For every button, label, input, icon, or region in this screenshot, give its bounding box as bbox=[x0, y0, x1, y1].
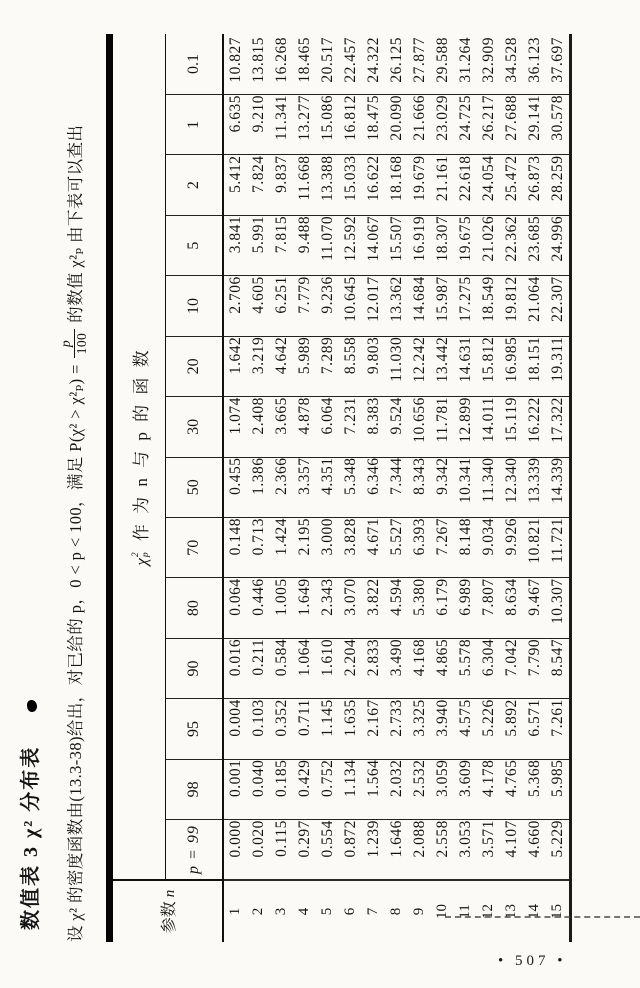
param-label: 参数 bbox=[161, 901, 178, 934]
value-cell: 4.660 bbox=[526, 820, 543, 858]
value-cell: 11.070 bbox=[316, 215, 339, 275]
value-cell: 10.307 bbox=[546, 578, 571, 638]
value-cell: 16.222 bbox=[523, 397, 546, 457]
value-cell: 10.656 bbox=[408, 397, 431, 457]
value-cell: 12.340 bbox=[500, 457, 523, 517]
value-cell: 5.989 bbox=[293, 336, 316, 396]
value-cell: 9.803 bbox=[362, 336, 385, 396]
value-cell: 3.841 bbox=[223, 215, 247, 275]
value-cell: 16.622 bbox=[362, 155, 385, 215]
col-header-p-98: 98 bbox=[166, 759, 224, 819]
table-row-n-11 bbox=[454, 34, 477, 942]
col-header-p-2: 2 bbox=[166, 155, 224, 215]
value-cell: 1.649 bbox=[293, 578, 316, 638]
value-cell: 3.571 bbox=[480, 820, 497, 858]
value-cell: 10.645 bbox=[339, 276, 362, 336]
page-number: • 507 • bbox=[498, 953, 567, 969]
value-cell: 5.991 bbox=[247, 215, 270, 275]
table-row-n-14 bbox=[523, 34, 546, 942]
value-cell: 12.592 bbox=[339, 215, 362, 275]
value-cell: 12.242 bbox=[408, 336, 431, 396]
value-cell: 15.987 bbox=[431, 276, 454, 336]
col-header-p-90: 90 bbox=[166, 638, 224, 698]
row-header-n: 12 bbox=[477, 880, 500, 942]
value-cell: 2.088 bbox=[411, 820, 428, 858]
value-cell: 27.877 bbox=[408, 34, 431, 95]
row-header-n: 2 bbox=[247, 880, 270, 942]
value-cell: 14.339 bbox=[546, 457, 571, 517]
value-cell: 5.985 bbox=[546, 759, 571, 819]
value-cell: 2.032 bbox=[385, 759, 408, 819]
row-header-n: 3 bbox=[270, 880, 293, 942]
value-cell: 11.340 bbox=[477, 457, 500, 517]
value-cell: 3.053 bbox=[457, 820, 474, 858]
value-cell: 15.086 bbox=[316, 95, 339, 155]
value-cell: 3.665 bbox=[270, 397, 293, 457]
table-row-n-4 bbox=[293, 34, 316, 942]
value-cell: 0.554 bbox=[319, 820, 336, 858]
value-cell: 9.467 bbox=[523, 578, 546, 638]
value-cell: 6.251 bbox=[270, 276, 293, 336]
value-cell: 13.277 bbox=[293, 95, 316, 155]
value-cell: 37.697 bbox=[546, 34, 571, 95]
col-header-p-5: 5 bbox=[166, 215, 224, 275]
value-cell: 15.119 bbox=[500, 397, 523, 457]
value-cell: 18.151 bbox=[523, 336, 546, 396]
value-cell: 0.004 bbox=[223, 699, 247, 759]
row-header-n: 1 bbox=[223, 880, 247, 942]
value-cell: 3.357 bbox=[293, 457, 316, 517]
table-row-n-15 bbox=[546, 34, 571, 942]
description-segment-1: 设 χ² 的密度函数由(13.3-38)给出，对已给的 p，0 < p < 100，满足 P(χ² > χ²ₚ) = bbox=[66, 364, 85, 942]
table-row-n-1 bbox=[223, 34, 247, 942]
value-cell: 0.211 bbox=[247, 638, 270, 698]
value-cell: 18.475 bbox=[362, 95, 385, 155]
value-cell: 28.259 bbox=[546, 155, 571, 215]
value-cell: 9.236 bbox=[316, 276, 339, 336]
value-cell: 14.631 bbox=[454, 336, 477, 396]
value-cell: 0.040 bbox=[247, 759, 270, 819]
value-cell: 9.837 bbox=[270, 155, 293, 215]
value-cell: 6.179 bbox=[431, 578, 454, 638]
value-cell: 5.412 bbox=[223, 155, 247, 215]
value-cell: 7.231 bbox=[339, 397, 362, 457]
value-cell: 8.343 bbox=[408, 457, 431, 517]
chi-square-distribution-table bbox=[106, 34, 572, 942]
value-cell: 0.352 bbox=[270, 699, 293, 759]
value-cell: 2.408 bbox=[247, 397, 270, 457]
value-cell: 14.067 bbox=[362, 215, 385, 275]
table-row-n-6 bbox=[339, 34, 362, 942]
value-cell: 9.342 bbox=[431, 457, 454, 517]
chi-symbol: χ 2 p bbox=[131, 552, 151, 566]
value-cell: 1.134 bbox=[339, 759, 362, 819]
value-cell: 10.827 bbox=[223, 34, 247, 95]
value-cell: 16.919 bbox=[408, 215, 431, 275]
span-header bbox=[110, 34, 166, 880]
row-header-n: 14 bbox=[523, 880, 546, 942]
value-cell: 7.779 bbox=[293, 276, 316, 336]
value-cell: 24.322 bbox=[362, 34, 385, 95]
value-cell: 14.011 bbox=[477, 397, 500, 457]
value-cell: 5.229 bbox=[546, 820, 571, 880]
value-cell: 9.488 bbox=[293, 215, 316, 275]
value-cell: 21.026 bbox=[477, 215, 500, 275]
value-cell: 0.713 bbox=[247, 517, 270, 577]
value-cell: 18.168 bbox=[385, 155, 408, 215]
value-cell: 0.020 bbox=[250, 820, 267, 858]
value-cell: 1.642 bbox=[223, 336, 247, 396]
value-cell: 0.016 bbox=[223, 638, 247, 698]
value-cell: 4.865 bbox=[431, 638, 454, 698]
fraction-numerator: p bbox=[57, 339, 73, 348]
value-cell: 30.578 bbox=[546, 95, 571, 155]
value-cell: 7.289 bbox=[316, 336, 339, 396]
value-cell: 1.635 bbox=[339, 699, 362, 759]
value-cell: 7.261 bbox=[546, 699, 571, 759]
value-cell: 6.635 bbox=[223, 95, 247, 155]
value-cell: 1.424 bbox=[270, 517, 293, 577]
row-header-n: 8 bbox=[385, 880, 408, 942]
value-cell: 0.872 bbox=[342, 820, 359, 858]
row-header-n: 11 bbox=[454, 880, 477, 942]
value-cell: 0.455 bbox=[223, 457, 247, 517]
value-cell: 2.167 bbox=[362, 699, 385, 759]
value-cell: 1.564 bbox=[362, 759, 385, 819]
value-cell: 20.517 bbox=[316, 34, 339, 95]
value-cell: 6.346 bbox=[362, 457, 385, 517]
value-cell: 16.812 bbox=[339, 95, 362, 155]
value-cell: 3.822 bbox=[362, 578, 385, 638]
value-cell: 5.578 bbox=[454, 638, 477, 698]
value-cell: 5.348 bbox=[339, 457, 362, 517]
value-cell: 3.490 bbox=[385, 638, 408, 698]
value-cell: 1.064 bbox=[293, 638, 316, 698]
value-cell: 1.610 bbox=[316, 638, 339, 698]
value-cell: 14.684 bbox=[408, 276, 431, 336]
value-cell: 5.226 bbox=[477, 699, 500, 759]
value-cell: 21.161 bbox=[431, 155, 454, 215]
table-row-n-8 bbox=[385, 34, 408, 942]
col-header-p-10: 10 bbox=[166, 276, 224, 336]
value-cell: 1.005 bbox=[270, 578, 293, 638]
value-cell: 4.642 bbox=[270, 336, 293, 396]
table-row-n-5 bbox=[316, 34, 339, 942]
value-cell: 11.668 bbox=[293, 155, 316, 215]
value-cell: 4.671 bbox=[362, 517, 385, 577]
page-title: 数值表 3 χ² 分布表 bbox=[20, 745, 42, 930]
col-header-p-99: p = 99 bbox=[166, 820, 224, 880]
col-header-p-50: 50 bbox=[166, 457, 224, 517]
value-cell: 15.033 bbox=[339, 155, 362, 215]
value-cell: 23.685 bbox=[523, 215, 546, 275]
value-cell: 18.549 bbox=[477, 276, 500, 336]
value-cell: 15.507 bbox=[385, 215, 408, 275]
value-cell: 11.341 bbox=[270, 95, 293, 155]
fraction-denominator: 100 bbox=[74, 329, 90, 358]
value-cell: 17.275 bbox=[454, 276, 477, 336]
value-cell: 2.558 bbox=[434, 820, 451, 858]
row-header-n: 9 bbox=[408, 880, 431, 942]
value-cell: 4.575 bbox=[454, 699, 477, 759]
value-cell: 1.145 bbox=[316, 699, 339, 759]
value-cell: 3.219 bbox=[247, 336, 270, 396]
value-cell: 9.034 bbox=[477, 517, 500, 577]
value-cell: 36.123 bbox=[523, 34, 546, 95]
value-cell: 0.297 bbox=[296, 820, 313, 858]
value-cell: 9.210 bbox=[247, 95, 270, 155]
value-cell: 13.442 bbox=[431, 336, 454, 396]
value-cell: 19.311 bbox=[546, 336, 571, 396]
value-cell: 1.074 bbox=[223, 397, 247, 457]
value-cell: 13.388 bbox=[316, 155, 339, 215]
value-cell: 7.344 bbox=[385, 457, 408, 517]
value-cell: 6.571 bbox=[523, 699, 546, 759]
value-cell: 2.706 bbox=[223, 276, 247, 336]
value-cell: 2.366 bbox=[270, 457, 293, 517]
value-cell: 3.609 bbox=[454, 759, 477, 819]
row-header-n: 6 bbox=[339, 880, 362, 942]
value-cell: 10.821 bbox=[523, 517, 546, 577]
table-row-n-12 bbox=[477, 34, 500, 942]
value-cell: 10.341 bbox=[454, 457, 477, 517]
value-cell: 32.909 bbox=[477, 34, 500, 95]
value-cell: 4.107 bbox=[503, 820, 520, 858]
value-cell: 7.267 bbox=[431, 517, 454, 577]
value-cell: 4.168 bbox=[408, 638, 431, 698]
row-header-n: 7 bbox=[362, 880, 385, 942]
table-row-n-2 bbox=[247, 34, 270, 942]
value-cell: 4.594 bbox=[385, 578, 408, 638]
value-cell: 17.322 bbox=[546, 397, 571, 457]
value-cell: 29.588 bbox=[431, 34, 454, 95]
value-cell: 5.368 bbox=[523, 759, 546, 819]
value-cell: 4.178 bbox=[477, 759, 500, 819]
value-cell: 6.304 bbox=[477, 638, 500, 698]
value-cell: 1.646 bbox=[388, 820, 405, 858]
col-header-p-1: 1 bbox=[166, 95, 224, 155]
table-row-n-10 bbox=[431, 34, 454, 942]
value-cell: 9.524 bbox=[385, 397, 408, 457]
value-cell: 26.217 bbox=[477, 95, 500, 155]
row-header-n: 5 bbox=[316, 880, 339, 942]
value-cell: 25.472 bbox=[500, 155, 523, 215]
row-header-n: 13 bbox=[500, 880, 523, 942]
value-cell: 19.675 bbox=[454, 215, 477, 275]
value-cell: 22.457 bbox=[339, 34, 362, 95]
value-cell: 31.264 bbox=[454, 34, 477, 95]
row-header-n: 10 bbox=[431, 880, 454, 942]
value-cell: 12.899 bbox=[454, 397, 477, 457]
value-cell: 18.307 bbox=[431, 215, 454, 275]
value-cell: 16.268 bbox=[270, 34, 293, 95]
param-n-corner-header bbox=[110, 880, 224, 942]
ink-dot-artifact bbox=[27, 700, 37, 712]
fraction-p-over-100 bbox=[59, 329, 90, 358]
value-cell: 3.940 bbox=[431, 699, 454, 759]
description-segment-2: 的数值 χ²ₚ 由下表可以查出 bbox=[66, 124, 85, 323]
value-cell: 0.103 bbox=[247, 699, 270, 759]
value-cell: 0.185 bbox=[270, 759, 293, 819]
value-cell: 24.725 bbox=[454, 95, 477, 155]
row-header-n: 4 bbox=[293, 880, 316, 942]
value-cell: 3.070 bbox=[339, 578, 362, 638]
col-header-p-70: 70 bbox=[166, 517, 224, 577]
value-cell: 11.721 bbox=[546, 517, 571, 577]
value-cell: 0.148 bbox=[223, 517, 247, 577]
table-row-n-3 bbox=[270, 34, 293, 942]
value-cell: 1.386 bbox=[247, 457, 270, 517]
value-cell: 3.828 bbox=[339, 517, 362, 577]
value-cell: 6.064 bbox=[316, 397, 339, 457]
value-cell: 19.679 bbox=[408, 155, 431, 215]
value-cell: 3.000 bbox=[316, 517, 339, 577]
value-cell: 0.000 bbox=[227, 820, 244, 858]
value-cell: 12.017 bbox=[362, 276, 385, 336]
value-cell: 8.148 bbox=[454, 517, 477, 577]
span-header-text: 作 为 n 与 p 的 函 数 bbox=[131, 347, 151, 542]
value-cell: 2.532 bbox=[408, 759, 431, 819]
value-cell: 5.527 bbox=[385, 517, 408, 577]
value-cell: 2.833 bbox=[362, 638, 385, 698]
table-body bbox=[223, 34, 571, 942]
value-cell: 13.362 bbox=[385, 276, 408, 336]
value-cell: 8.558 bbox=[339, 336, 362, 396]
value-cell: 8.634 bbox=[500, 578, 523, 638]
value-cell: 23.029 bbox=[431, 95, 454, 155]
scan-edge-artifact bbox=[445, 916, 640, 918]
value-cell: 7.042 bbox=[500, 638, 523, 698]
value-cell: 21.064 bbox=[523, 276, 546, 336]
col-header-row bbox=[166, 34, 224, 942]
value-cell: 6.393 bbox=[408, 517, 431, 577]
value-cell: 0.064 bbox=[223, 578, 247, 638]
value-cell: 2.195 bbox=[293, 517, 316, 577]
value-cell: 4.605 bbox=[247, 276, 270, 336]
value-cell: 24.054 bbox=[477, 155, 500, 215]
value-cell: 0.001 bbox=[223, 759, 247, 819]
value-cell: 34.528 bbox=[500, 34, 523, 95]
value-cell: 0.115 bbox=[273, 820, 290, 857]
value-cell: 4.765 bbox=[500, 759, 523, 819]
value-cell: 29.141 bbox=[523, 95, 546, 155]
col-header-p-30: 30 bbox=[166, 397, 224, 457]
value-cell: 7.807 bbox=[477, 578, 500, 638]
table-row-n-9 bbox=[408, 34, 431, 942]
value-cell: 0.584 bbox=[270, 638, 293, 698]
value-cell: 3.059 bbox=[431, 759, 454, 819]
col-header-p-20: 20 bbox=[166, 336, 224, 396]
value-cell: 4.878 bbox=[293, 397, 316, 457]
value-cell: 0.711 bbox=[293, 699, 316, 759]
value-cell: 18.465 bbox=[293, 34, 316, 95]
value-cell: 15.812 bbox=[477, 336, 500, 396]
value-cell: 24.996 bbox=[546, 215, 571, 275]
value-cell: 13.815 bbox=[247, 34, 270, 95]
col-header-p-0.1: 0.1 bbox=[166, 34, 224, 95]
table-row-n-13 bbox=[500, 34, 523, 942]
value-cell: 3.325 bbox=[408, 699, 431, 759]
col-header-p-95: 95 bbox=[166, 699, 224, 759]
value-cell: 22.307 bbox=[546, 276, 571, 336]
value-cell: 2.343 bbox=[316, 578, 339, 638]
table-row-n-7 bbox=[362, 34, 385, 942]
value-cell: 27.688 bbox=[500, 95, 523, 155]
table-description bbox=[52, 32, 96, 942]
value-cell: 19.812 bbox=[500, 276, 523, 336]
value-cell: 7.815 bbox=[270, 215, 293, 275]
value-cell: 26.873 bbox=[523, 155, 546, 215]
value-cell: 11.781 bbox=[431, 397, 454, 457]
value-cell: 2.733 bbox=[385, 699, 408, 759]
value-cell: 6.989 bbox=[454, 578, 477, 638]
value-cell: 16.985 bbox=[500, 336, 523, 396]
value-cell: 4.351 bbox=[316, 457, 339, 517]
value-cell: 2.204 bbox=[339, 638, 362, 698]
value-cell: 7.824 bbox=[247, 155, 270, 215]
col-header-p-80: 80 bbox=[166, 578, 224, 638]
value-cell: 7.790 bbox=[523, 638, 546, 698]
spanning-header-row bbox=[110, 34, 166, 942]
value-cell: 13.339 bbox=[523, 457, 546, 517]
value-cell: 22.362 bbox=[500, 215, 523, 275]
value-cell: 8.383 bbox=[362, 397, 385, 457]
value-cell: 5.892 bbox=[500, 699, 523, 759]
value-cell: 22.618 bbox=[454, 155, 477, 215]
param-variable: n bbox=[162, 889, 178, 898]
value-cell: 0.752 bbox=[316, 759, 339, 819]
row-header-n: 15 bbox=[546, 880, 571, 942]
value-cell: 11.030 bbox=[385, 336, 408, 396]
value-cell: 0.429 bbox=[293, 759, 316, 819]
value-cell: 9.926 bbox=[500, 517, 523, 577]
value-cell: 20.090 bbox=[385, 95, 408, 155]
value-cell: 0.446 bbox=[247, 578, 270, 638]
value-cell: 5.380 bbox=[408, 578, 431, 638]
value-cell: 26.125 bbox=[385, 34, 408, 95]
value-cell: 21.666 bbox=[408, 95, 431, 155]
value-cell: 8.547 bbox=[546, 638, 571, 698]
value-cell: 1.239 bbox=[365, 820, 382, 858]
